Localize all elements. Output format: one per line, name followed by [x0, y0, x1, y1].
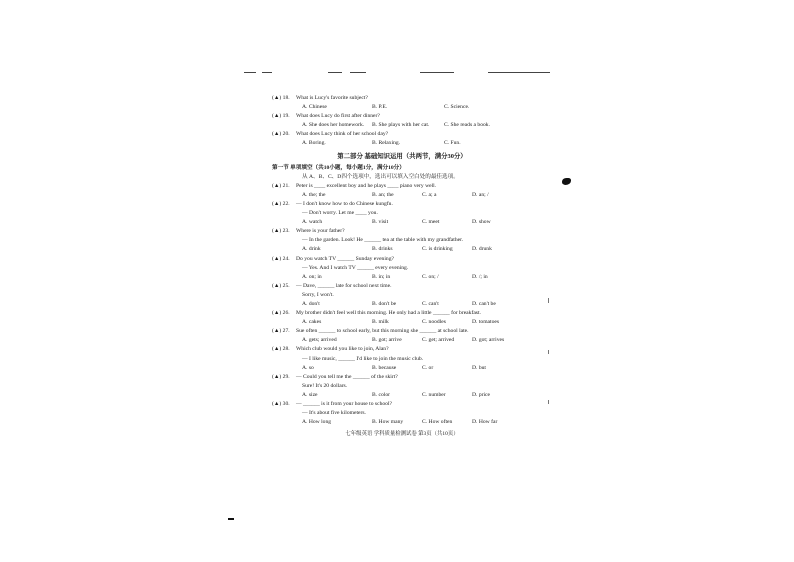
- option-b: B. because: [372, 364, 397, 371]
- option-d: D. How far: [472, 419, 498, 426]
- question-29: [272, 373, 532, 400]
- option-a: A. How long: [302, 419, 332, 426]
- option-d: D. drunk: [472, 246, 492, 253]
- option-b: B. in; in: [372, 273, 391, 280]
- question-stem: My brother didn't feel well this morning. He only had a little ______ for breakfast.: [296, 310, 481, 317]
- question-21: [272, 182, 532, 200]
- question-stem: Do you watch TV ______ Sunday evening?: [296, 255, 394, 262]
- header-scan-line: [420, 72, 454, 73]
- question-stem: What does Lucy think of her school day?: [296, 131, 389, 138]
- scan-blot: [548, 350, 549, 354]
- question-18: [272, 94, 532, 112]
- scan-blot: [548, 400, 549, 404]
- question-stem: — Could you tell me the ______ of the skirt?: [296, 373, 398, 380]
- question-24: [272, 255, 532, 282]
- option-b: B. an; the: [372, 191, 394, 198]
- subsection-header: 第一节 单项填空（共10小题，每小题1分，满分10分）: [272, 164, 405, 171]
- option-b: B. Relaxing.: [372, 140, 401, 147]
- option-d: D. but: [472, 364, 486, 371]
- option-d: D. an; /: [472, 191, 489, 198]
- question-mark: (▲) 18.: [272, 95, 290, 101]
- question-22: [272, 200, 532, 227]
- question-stem: Which club would you like to join, Alan?: [296, 346, 389, 353]
- option-c: C. on; /: [422, 273, 439, 280]
- subsection-instructions: 从 A、B、C、D四个选项中，选出可以填入空白处的最佳选项。: [302, 173, 459, 180]
- option-c: C. can't: [422, 300, 439, 307]
- question-mark: (▲) 25.: [272, 282, 290, 289]
- question-stem: — ______ is it from your house to school?: [296, 401, 393, 407]
- option-c: C. meet: [422, 219, 440, 226]
- question-mark: (▲) 30.: [272, 401, 290, 407]
- option-b: B. She plays with her cat.: [372, 122, 430, 129]
- option-d: D. /; in: [472, 273, 488, 280]
- question-line: Sorry, I won't.: [302, 291, 334, 298]
- option-a: A. on; in: [302, 273, 322, 280]
- option-b: B. don't be: [372, 300, 397, 307]
- option-c: C. or: [422, 364, 434, 371]
- question-mark: (▲) 27.: [272, 328, 290, 335]
- option-b: B. drinks: [372, 246, 393, 253]
- option-a: A. size: [302, 391, 318, 398]
- question-mark: (▲) 22.: [272, 200, 290, 207]
- header-scan-line: [350, 72, 366, 73]
- scan-blot: [562, 178, 571, 185]
- question-23: [272, 227, 532, 254]
- option-b: B. P.E.: [372, 104, 388, 111]
- option-b: B. got; arrive: [372, 337, 402, 344]
- question-19: [272, 112, 532, 130]
- option-b: B. color: [372, 391, 391, 398]
- question-mark: (▲) 29.: [272, 373, 290, 380]
- option-a: A. so: [302, 364, 314, 371]
- option-a: A. She does her homework.: [302, 122, 365, 129]
- scan-blot: [228, 518, 234, 520]
- question-stem: Peter is ____ excellent boy and he plays ____ piano very well.: [296, 182, 437, 189]
- option-c: C. Fun.: [444, 140, 461, 147]
- header-scan-line: [328, 72, 342, 73]
- option-c: C. a; a: [422, 191, 437, 198]
- option-a: A. cakes: [302, 319, 322, 326]
- option-d: D. can't be: [472, 300, 496, 307]
- question-mark: (▲) 26.: [272, 310, 290, 317]
- scan-blot: [548, 298, 549, 303]
- option-a: A. watch: [302, 219, 323, 226]
- question-stem: What is Lucy's favorite subject?: [296, 95, 368, 101]
- option-c: C. get; arrived: [422, 337, 455, 344]
- question-mark: (▲) 24.: [272, 255, 290, 262]
- question-stem: — Dave, ______ late for school next time.: [296, 282, 392, 289]
- question-mark: (▲) 23.: [272, 228, 290, 235]
- question-stem: What does Lucy do first after dinner?: [296, 113, 380, 120]
- option-d: D. got; arrives: [472, 337, 505, 344]
- question-26: [272, 309, 532, 327]
- option-a: A. the; the: [302, 191, 326, 198]
- question-line: — Yes. And I watch TV ______ every evening.: [302, 264, 409, 271]
- question-mark: (▲) 20.: [272, 131, 290, 138]
- question-20: [272, 130, 532, 148]
- option-b: B. visit: [372, 219, 389, 226]
- option-a: A. don't: [302, 300, 320, 307]
- question-line: — It's about five kilometers.: [302, 410, 366, 417]
- option-d: D. show: [472, 219, 491, 226]
- option-a: A. Boring.: [302, 140, 326, 147]
- question-line: Sure! It's 20 dollars.: [302, 382, 348, 389]
- question-line: — I like music, ______ I'd like to join the music club.: [302, 355, 424, 362]
- option-a: A. gets; arrived: [302, 337, 337, 344]
- option-a: A. drink: [302, 246, 321, 253]
- header-scan-line: [262, 72, 272, 73]
- question-27: [272, 327, 532, 345]
- option-d: D. price: [472, 391, 491, 398]
- option-d: D. tomatoes: [472, 319, 500, 326]
- question-line: — In the garden. Look! He ______ tea at the table with my grandfather.: [302, 237, 464, 244]
- exam-content: [272, 94, 532, 439]
- question-25: [272, 282, 532, 309]
- option-b: B. How many: [372, 419, 404, 426]
- option-c: C. How often: [422, 419, 453, 426]
- question-stem: — I don't know how to do Chinese kungfu.: [296, 200, 393, 207]
- question-28: [272, 345, 532, 372]
- option-c: C. Science.: [444, 104, 470, 111]
- header-scan-line: [244, 72, 256, 73]
- question-mark: (▲) 19.: [272, 113, 290, 120]
- page-footer: 七年级英语 学科质量检测试卷 第3页（共10页）: [345, 431, 459, 438]
- question-line: — Don't worry. Let me ____ you.: [302, 210, 378, 217]
- option-c: C. She reads a book.: [444, 122, 490, 129]
- question-stem: Where is your father?: [296, 228, 345, 235]
- section-title: 第二部分 基础知识运用（共两节，满分30分）: [337, 152, 467, 160]
- question-30: [272, 400, 532, 427]
- header-scan-line: [488, 72, 550, 73]
- option-b: B. milk: [372, 319, 389, 326]
- question-stem: Sue often ______ to school early, but this morning she ______ at school late.: [296, 328, 469, 335]
- option-c: C. number: [422, 391, 446, 398]
- option-c: C. noodles: [422, 319, 446, 326]
- option-c: C. is drinking: [422, 246, 453, 253]
- question-mark: (▲) 28.: [272, 346, 290, 353]
- option-a: A. Chinese: [302, 104, 327, 111]
- question-mark: (▲) 21.: [272, 182, 290, 189]
